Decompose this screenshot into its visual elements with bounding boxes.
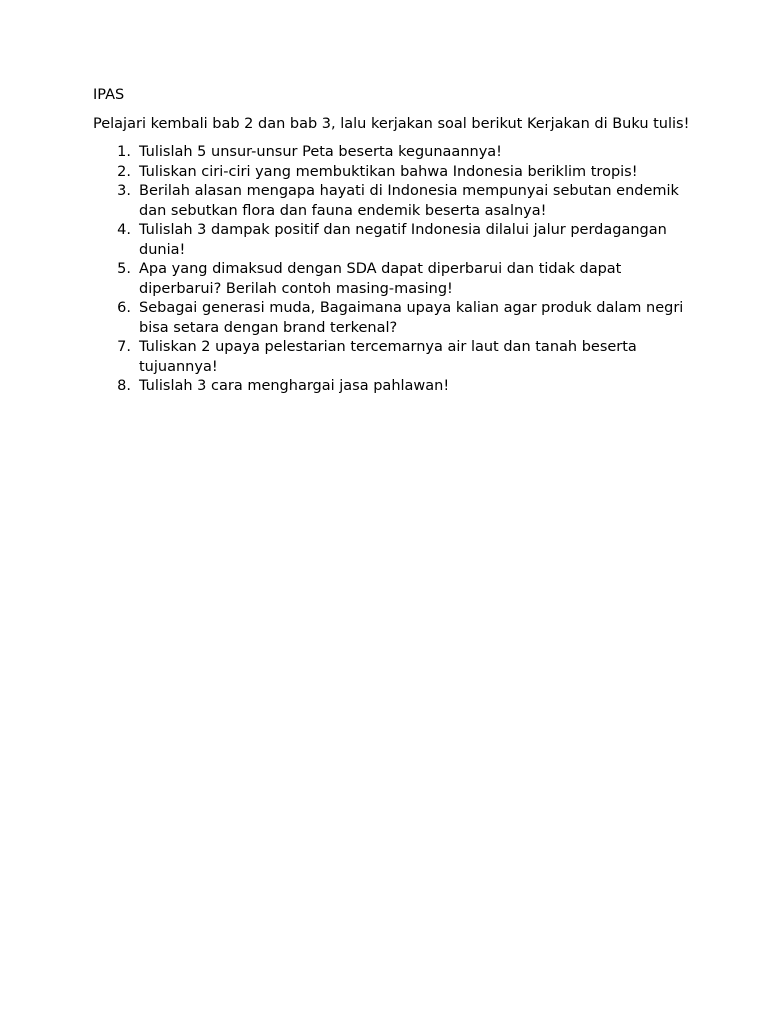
question-number: 7.	[117, 339, 131, 355]
question-list	[93, 143, 693, 397]
question-number: 1.	[117, 144, 131, 160]
question-item	[93, 163, 693, 183]
question-text: Berilah alasan mengapa hayati di Indonesia mempunyai sebutan endemik dan sebutkan flora dan fauna endemik beserta asalnya!	[139, 183, 679, 219]
question-number: 2.	[117, 163, 131, 180]
question-text: Tulislah 5 unsur-unsur Peta beserta kegunaannya!	[139, 144, 502, 160]
question-text: Sebagai generasi muda, Bagaimana upaya kalian agar produk dalam negri bisa setara dengan brand terkenal?	[139, 300, 684, 336]
question-text: Tuliskan 2 upaya pelestarian tercemarnya air laut dan tanah beserta tujuannya!	[139, 339, 637, 375]
question-number: 6.	[117, 300, 131, 316]
question-number: 3.	[117, 183, 131, 199]
question-item	[93, 143, 693, 163]
question-item	[93, 221, 693, 260]
question-number: 5.	[117, 261, 131, 277]
question-text: Apa yang dimaksud dengan SDA dapat diperbarui dan tidak dapat diperbarui? Berilah contoh masing-masing!	[139, 261, 622, 297]
question-item	[93, 338, 693, 377]
question-text: Tulislah 3 dampak positif dan negatif Indonesia dilalui jalur perdagangan dunia!	[139, 222, 667, 258]
subject-heading: IPAS	[93, 87, 125, 103]
question-text: Tuliskan ciri-ciri yang membuktikan bahwa Indonesia beriklim tropis!	[139, 163, 638, 180]
question-number: 8.	[117, 378, 131, 394]
question-item	[93, 182, 693, 221]
question-number: 4.	[117, 222, 131, 238]
question-item	[93, 299, 693, 338]
question-item	[93, 377, 693, 397]
document-page	[93, 86, 693, 397]
instructions-paragraph: Pelajari kembali bab 2 dan bab 3, lalu kerjakan soal berikut Kerjakan di Buku tulis!	[93, 115, 690, 132]
question-text: Tulislah 3 cara menghargai jasa pahlawan!	[139, 378, 450, 394]
question-item	[93, 260, 693, 299]
